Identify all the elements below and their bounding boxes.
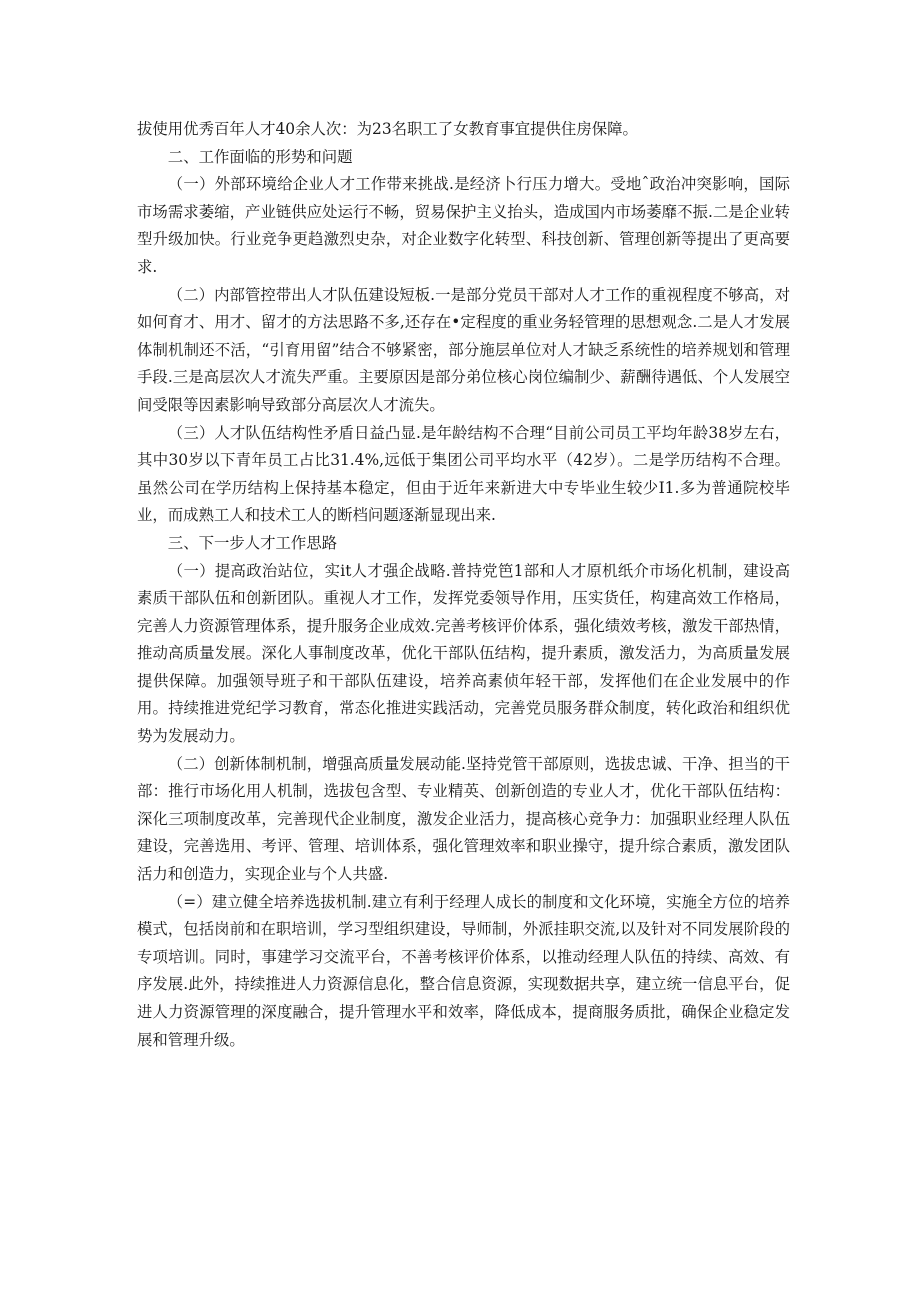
paragraph-external-environment: （一）外部环境给企业人才工作带来挑战.是经济卜行压力增大。受地ˆ政治冲突影响，国际市场需求萎缩，产业链供应处运行不畅，贸易保护主义抬头，造成国内市场萎靡不振.二是企业转型升级加快。行业竞争更趋激烈史杂，对企业数字化转型、科技创新、管理创新等提出了更高要求. xyxy=(137,175,790,276)
document-body xyxy=(137,116,790,1054)
section-heading-2: 二、工作面临的形势和问题 xyxy=(167,147,353,166)
paragraph-political-stance: （一）提高政治站位，实it人才强企战略.普持党笆1部和人才原机纸介市场化机制，建设高素质干部队伍和创新团队。重视人才工作，发挥党委领导作用，压实货任，构建高效工作格局，完善人力资源管理体系，提升服务企业成效.完善考核评价体系，强化绩效考核，激发干部热情，推动高质量发展。深化人事制度改革，优化干部队伍结构，提升素质，激发活力，为高质量发展提供保障。加强领导班子和干部队伍建设，培养高素侦年轻干部，发挥他们在企业发展中的作用。持续推进党纪学习教育，常态化推进实践活动，完善党员服务群众制度，转化政治和组织优势为发展动力。 xyxy=(137,561,790,746)
paragraph-system-innovation: （二）创新体制机制，增强高质量发展动能.坚持党管干部原则，选拔忠诚、干净、担当的干部：推行市场化用人机制，选拔包含型、专业精英、创新创造的专业人才，优化干部队伍结构：深化三项制度改革，完善现代企业制度，激发企业活力，提高核心竞争力：加强职业经理人队伍建设，完善选用、考评、管理、培训体系，强化管理效率和职业操守，提升综合素质，激发团队活力和创造力，实现企业与个人共盛. xyxy=(137,754,790,884)
section-heading-3: 三、下一步人才工作思路 xyxy=(167,533,338,552)
paragraph-training-selection: （=）建立健全培养选拔机制.建立有利于经理人成长的制度和文化环境，实施全方位的培养模式，包括岗前和在职培训，学习型组织建设，导师制，外派挂职交流,以及针对不同发展阶段的专项培训。同时，事建学习交流平台，不善考核评价体系，以推动经理人队伍的持续、高效、有序发展.此外，持续推进人力资源信息化，整合信息资源，实现数据共享，建立统一信息平台，促进人力资源管理的深度融合，提升管理水平和效率，降低成本，提商服务质批，确保企业稳定发展和管理升级。 xyxy=(137,892,790,1049)
paragraph-internal-control: （二）内部管控带出人才队伍建设短板.一是部分党员干部对人才工作的重视程度不够高，对如何育才、用才、留才的方法思路不多,还存在•定程度的重业务轻管理的思想观念.二是人才发展体制机制还不活，“引育用留”结合不够紧密，部分施层单位对人才缺乏系统性的培养规划和管理手段.三是高层次人才流失严重。主要原因是部分弟位核心岗位编制少、薪酬待遇低、个人发展空间受限等因素影响导致部分高层次人才流失。 xyxy=(137,285,790,414)
paragraph-structural-contradiction: （三）人才队伍结构性矛盾日益凸显.是年龄结构不合理“目前公司员工平均年龄38岁左右，其中30岁以下青年员工占比31.4%,远低于集团公司平均水平（42岁）。二是学历结构不合理。虽然公司在学历结构上保持基本稳定，但由于近年来新进大中专毕业生较少I1.多为普通院校毕业，而成熟工人和技术工人的断档问题逐渐显现出来. xyxy=(137,423,790,525)
paragraph-continuation: 拔使用优秀百年人才40余人次：为23名职工了女教育事宜提供住房保障。 xyxy=(137,120,638,138)
